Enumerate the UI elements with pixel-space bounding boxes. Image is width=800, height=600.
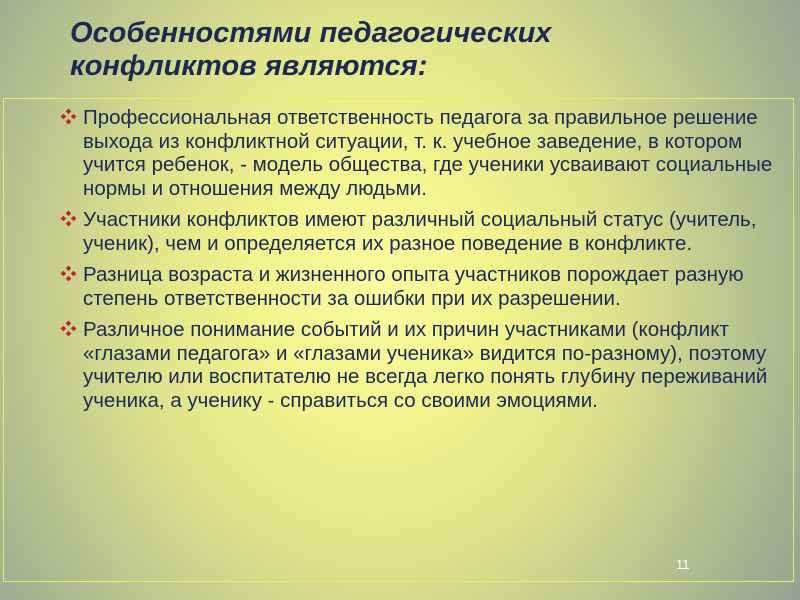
four-diamond-bullet-icon [60, 210, 77, 227]
bullet-text-2: Участники конфликтов имеют различный социальный статус (учитель, ученик), чем и определяется их разное поведение в конфликте. [83, 208, 757, 255]
four-diamond-bullet-icon [60, 265, 77, 282]
slide-title-line-1: Особенностями педагогических [70, 17, 552, 49]
bullet-text-4: Различное понимание событий и их причин участниками (конфликт «глазами педагога» и «глазами ученика» видится по-разному), поэтому учителю или воспитателю не всегда легко понять глубину переживаний ученика, а ученику - справиться со своими эмоциями. [83, 318, 768, 412]
slide-title-line-2: конфликтов являются: [70, 50, 428, 82]
bullet-text-3: Разница возраста и жизненного опыта участников порождает разную степень ответственности за ошибки при их разрешении. [83, 263, 744, 310]
four-diamond-bullet-icon [60, 108, 77, 125]
bullet-item-1 [60, 106, 780, 200]
page-number: 11 [676, 557, 690, 572]
slide-title [70, 17, 770, 83]
bullet-text-1: Профессиональная ответственность педагога за правильное решение выхода из конфликтной ситуации, т. к. учебное заведение, в котором учится ребенок, - модель общества, где ученики усваивают социальные нормы и отношения между людьми. [83, 106, 773, 200]
bullet-item-3 [60, 263, 780, 310]
four-diamond-bullet-icon [60, 320, 77, 337]
bullet-list [60, 106, 780, 420]
bullet-item-2 [60, 208, 780, 255]
bullet-item-4 [60, 318, 780, 412]
